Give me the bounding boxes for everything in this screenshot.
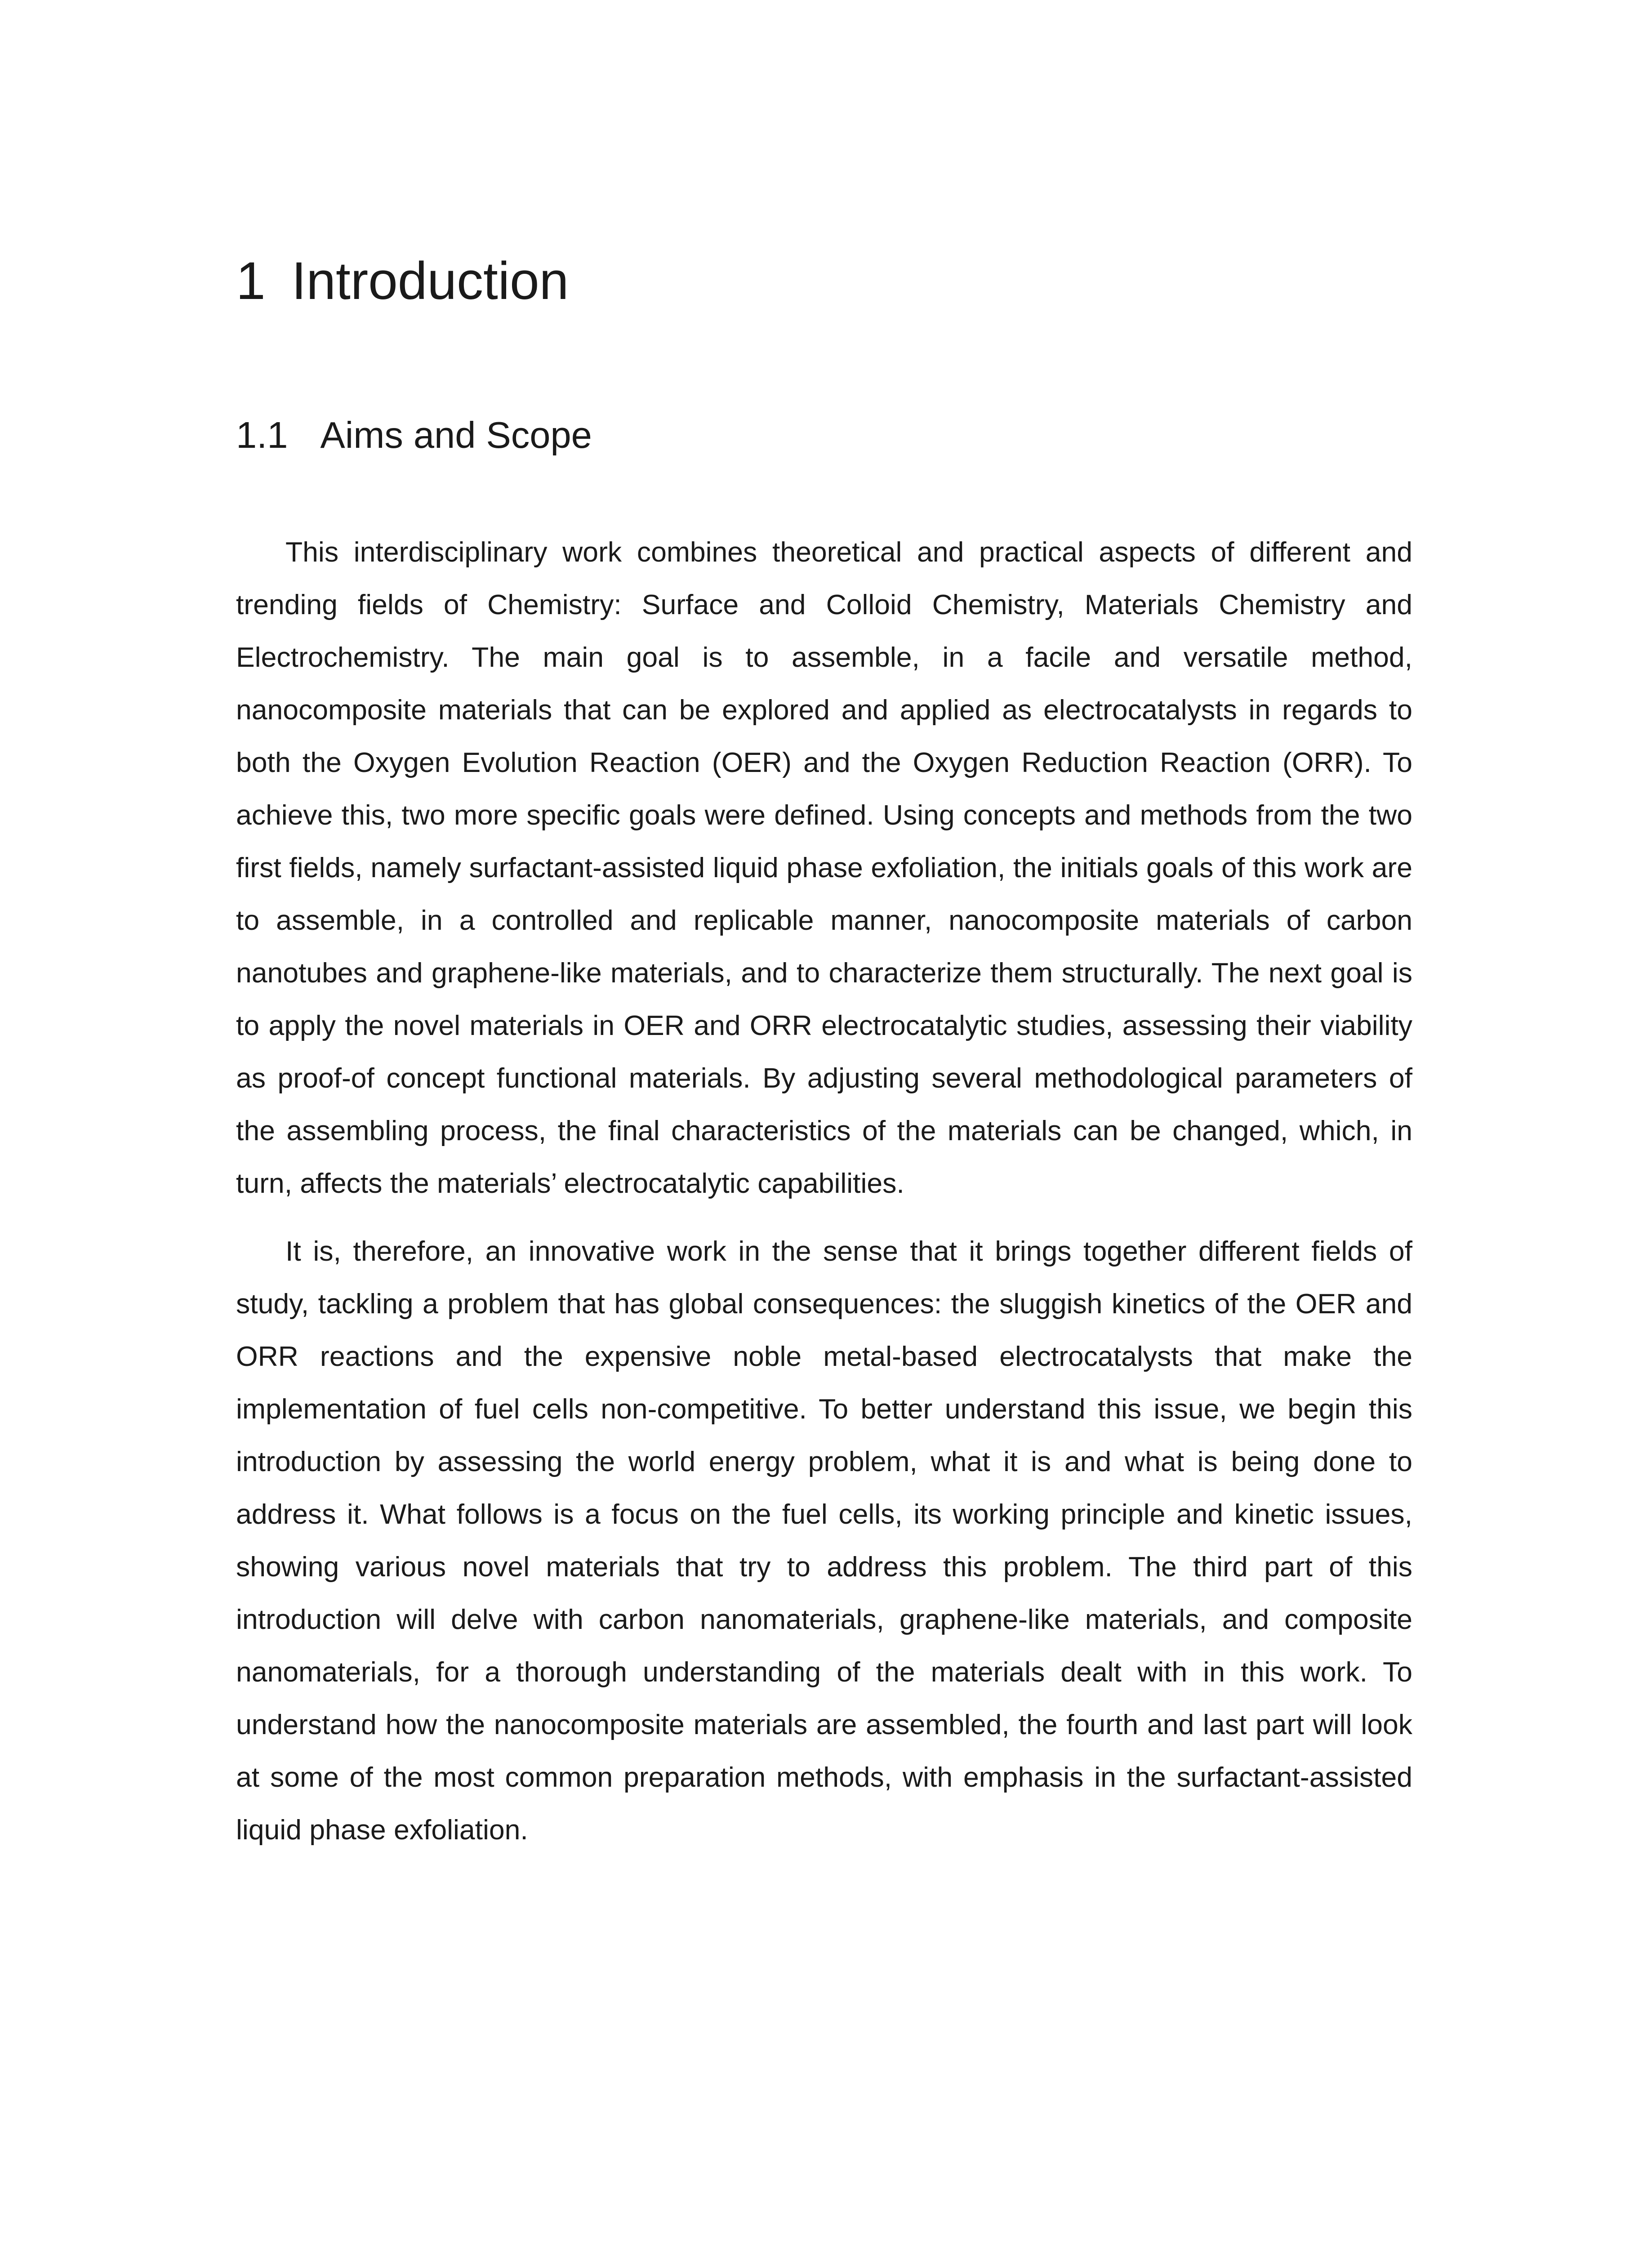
paragraph-1: This interdisciplinary work combines theoretical and practical aspects of different and trending fields of Chemistry: Surface and Colloid Chemistry, Materials Chemistry and Electrochemistry. The main goal is to assemble, in a facile and versatile method, nanocomposite materials that can be explored and applied as electrocatalysts in regards to both the Oxygen Evolution Reaction (OER) and the Oxygen Reduction Reaction (ORR). To achieve this, two more specific goals were defined. Using concepts and methods from the two first fields, namely surfactant-assisted liquid phase exfoliation, the initials goals of this work are to assemble, in a controlled and replicable manner, nanocomposite materials of carbon nanotubes and graphene-like materials, and to characterize them structurally. The next goal is to apply the novel materials in OER and ORR electrocatalytic studies, assessing their viability as proof-of concept functional materials. By adjusting several methodological parameters of the assembling process, the final characteristics of the materials can be changed, which, in turn, affects the materials’ electrocatalytic capabilities. <box>236 536 1412 1199</box>
body-text <box>236 526 1412 1872</box>
section-title: Aims and Scope <box>320 414 592 456</box>
section-number: 1.1 <box>236 414 288 456</box>
chapter-title: Introduction <box>291 251 569 311</box>
paragraph-2: It is, therefore, an innovative work in the sense that it brings together different fields of study, tackling a problem that has global consequences: the sluggish kinetics of the OER and ORR reactions and the expensive noble metal-based electrocatalysts that make the implementation of fuel cells non-competitive. To better understand this issue, we begin this introduction by assessing the world energy problem, what it is and what is being done to address it. What follows is a focus on the fuel cells, its working principle and kinetic issues, showing various novel materials that try to address this problem. The third part of this introduction will delve with carbon nanomaterials, graphene-like materials, and composite nanomaterials, for a thorough understanding of the materials dealt with in this work. To understand how the nanocomposite materials are assembled, the fourth and last part will look at some of the most common preparation methods, with emphasis in the surfactant-assisted liquid phase exfoliation. <box>236 1236 1412 1846</box>
section-heading <box>236 413 592 458</box>
chapter-heading <box>236 250 569 313</box>
chapter-number: 1 <box>236 251 266 311</box>
